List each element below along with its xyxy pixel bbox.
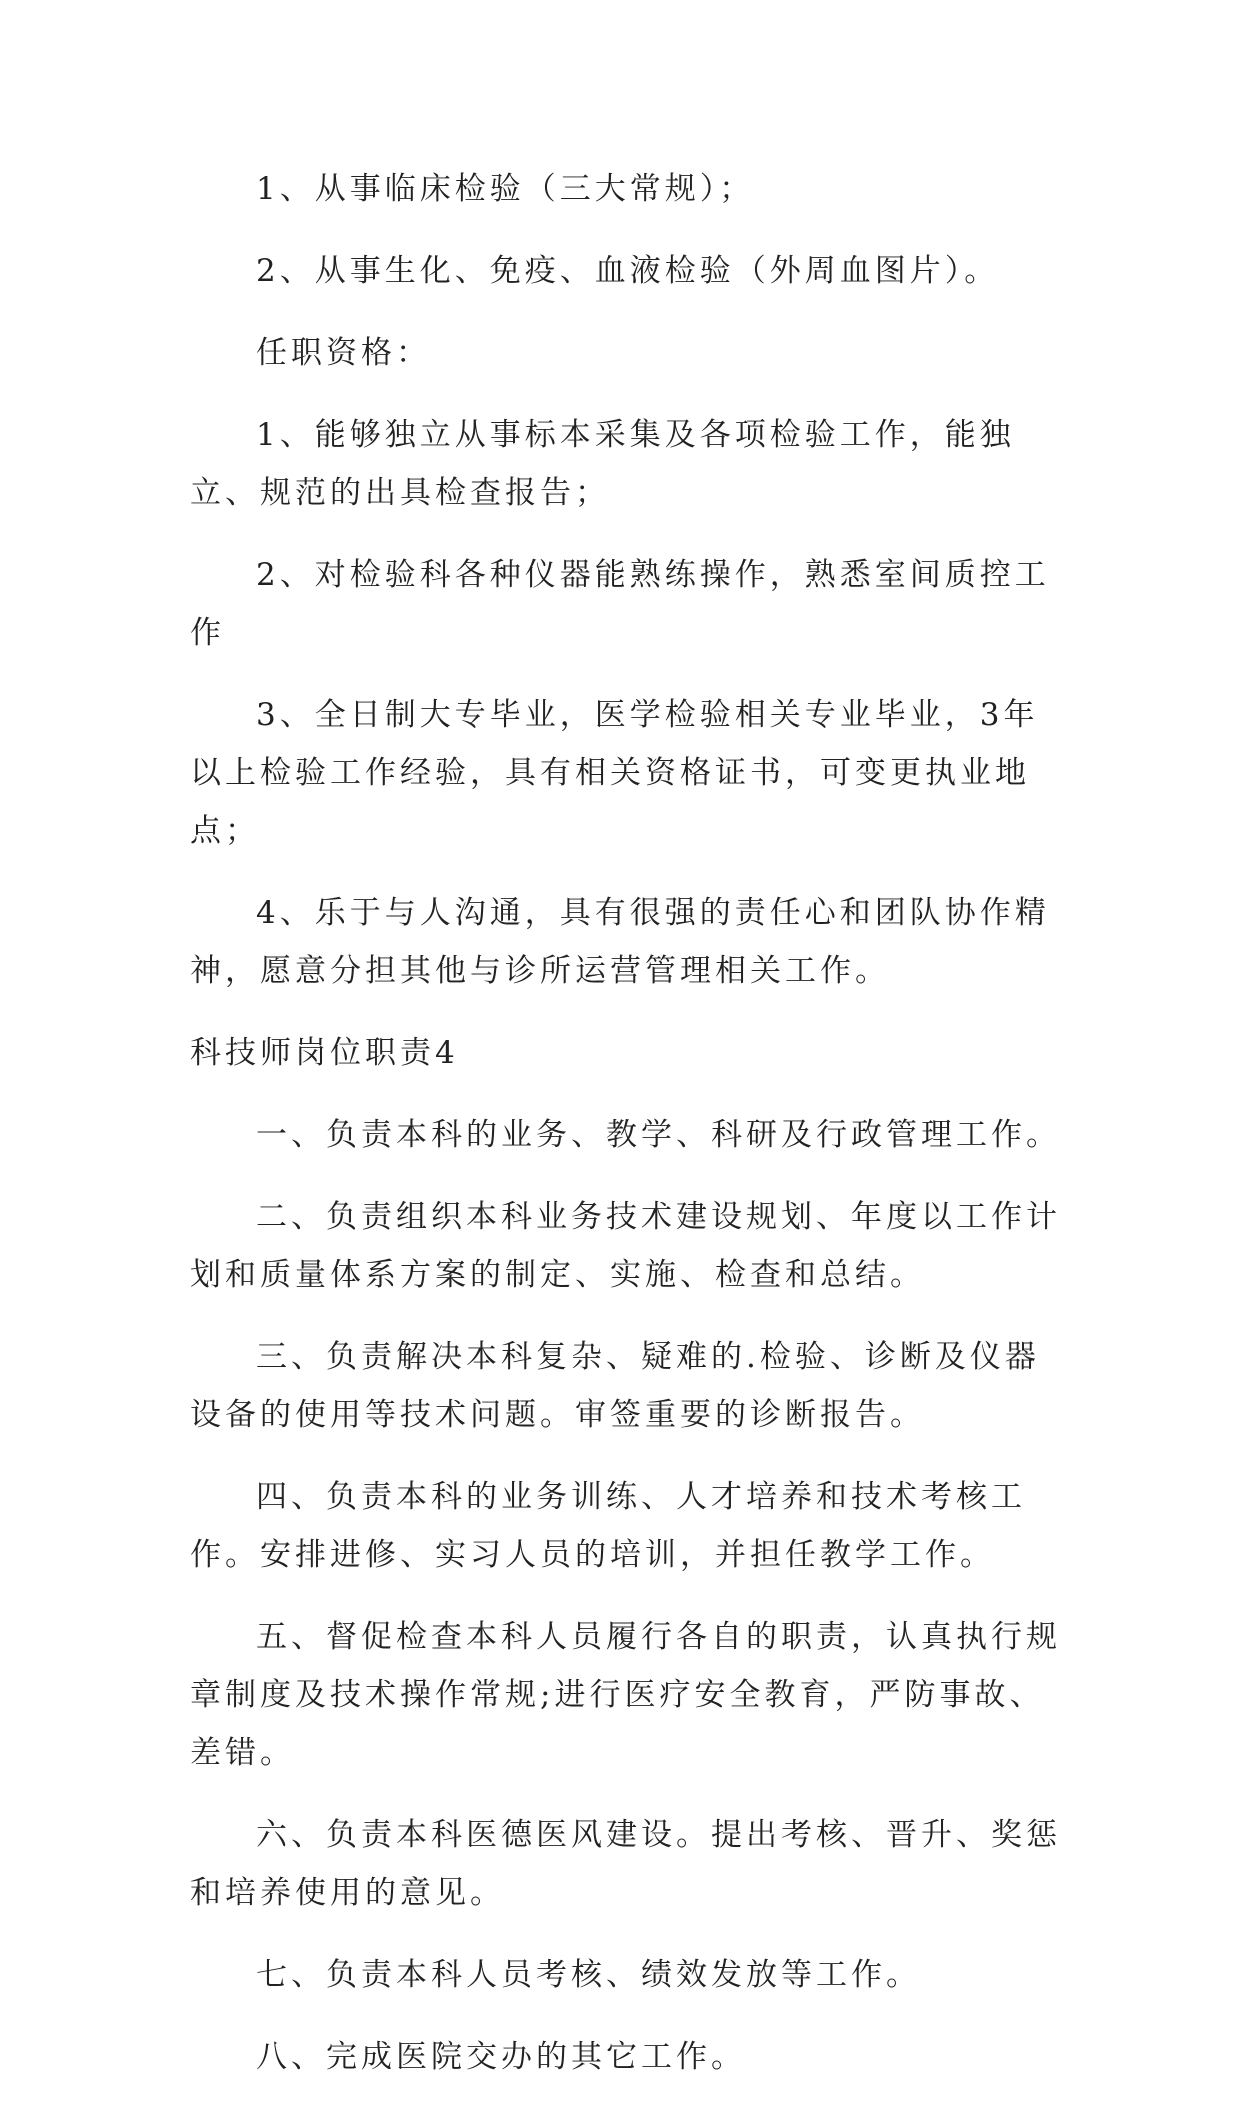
paragraph-responsibility-7: 七、负责本科人员考核、绩效发放等工作。 (256, 1957, 921, 1993)
document-body (190, 160, 1070, 2110)
paragraph-qualification-3: 3、全日制大专毕业，医学检验相关专业毕业，3年以上检验工作经验，具有相关资格证书，可变更执业地点； (190, 697, 1039, 849)
paragraph-qualifications-heading: 任职资格： (256, 335, 431, 371)
paragraph-qualification-1: 1、能够独立从事标本采集及各项检验工作，能独立、规范的出具检查报告； (190, 417, 1015, 511)
paragraph-responsibility-8: 八、完成医院交办的其它工作。 (256, 2039, 746, 2075)
paragraph-responsibility-3: 三、负责解决本科复杂、疑难的.检验、诊断及仪器设备的使用等技术问题。审签重要的诊断报告。 (190, 1339, 1040, 1433)
paragraph-responsibility-1: 一、负责本科的业务、教学、科研及行政管理工作。 (256, 1117, 1061, 1153)
paragraph-responsibility-2: 二、负责组织本科业务技术建设规划、年度以工作计划和质量体系方案的制定、实施、检查和总结。 (190, 1199, 1061, 1293)
paragraph-qualification-2: 2、对检验科各种仪器能熟练操作，熟悉室间质控工作 (190, 557, 1050, 651)
paragraph-duty-2: 2、从事生化、免疫、血液检验（外周血图片）。 (256, 253, 1000, 289)
paragraph-responsibility-5: 五、督促检查本科人员履行各自的职责，认真执行规章制度及技术操作常规;进行医疗安全教育，严防事故、差错。 (190, 1619, 1061, 1771)
paragraph-responsibility-4: 四、负责本科的业务训练、人才培养和技术考核工作。安排进修、实习人员的培训，并担任教学工作。 (190, 1479, 1026, 1573)
paragraph-responsibility-6: 六、负责本科医德医风建设。提出考核、晋升、奖惩和培养使用的意见。 (190, 1817, 1061, 1911)
paragraph-qualification-4: 4、乐于与人沟通，具有很强的责任心和团队协作精神，愿意分担其他与诊所运营管理相关工作。 (190, 895, 1050, 989)
section-heading: 科技师岗位职责4 (190, 1035, 459, 1071)
paragraph-duty-1: 1、从事临床检验（三大常规）； (256, 171, 755, 207)
